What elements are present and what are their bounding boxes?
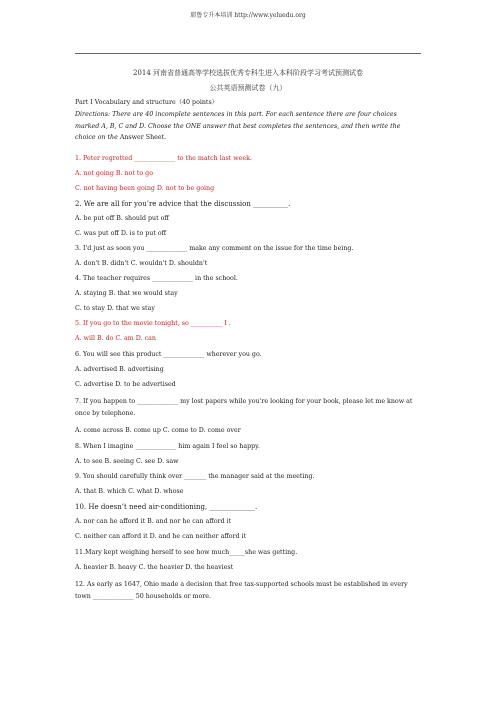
question-text: 1. Peter regretted _____________ to the match last week. [75, 155, 252, 162]
page-header: 耶鲁专升本培训 http://www.yeluedu.org [190, 12, 306, 19]
question-text: 2. We are all for you’re advice that the discussion __________. [75, 200, 291, 208]
answer-options: C. not having been going D. not to be going [75, 185, 215, 192]
question-text: 10. He doesn’t need air-conditioning, _____________. [75, 503, 258, 511]
answer-options: A. advertised B. advertising [75, 366, 164, 373]
directions-text: : There are 40 incomplete sentences in this part. For each sentence there are four choices marked A, B, C and D. Choose the ONE answer that best completes the sentences, and then write the choice on the [75, 111, 401, 142]
part-heading: Part Ⅰ Vocabulary and structure（40 points） [75, 99, 218, 106]
answer-options: C. neither can afford it D. and he can neither afford it [75, 533, 247, 540]
question-text: 3. I'd just as soon you _____________ make any comment on the issue for the time being. [75, 245, 354, 252]
answer-options: A. nor can he afford it B. and nor he can afford it [75, 518, 232, 525]
question-text: 5. If you go to the movie tonight, so __________ I . [75, 320, 231, 327]
answer-options: A. will B. do C. am D. can [75, 335, 156, 342]
directions-tail: Answer Sheet. [119, 134, 167, 142]
answer-options: A. that B. which C. what D. whose [75, 488, 184, 495]
answer-options: A. come across B. come up C. come to D. come over [75, 427, 241, 434]
question-text: 12. As early as 1647, Ohio made a decision that free tax-supported schools must be established in every town _____________ 50 households or more. [75, 581, 408, 600]
answer-options: A. be put off B. should put off [75, 215, 169, 222]
directions-paragraph [75, 109, 421, 144]
exam-title: 2014 河南省普通高等学校选拔优秀专科生进入本科阶段学习考试预测试卷 [132, 69, 364, 77]
answer-options: A. to see B. seeing C. see D. saw [75, 458, 179, 465]
answer-options: C. was put off D. is to put off [75, 230, 167, 237]
question-text: 8. When I imagine _____________ him again I feel so happy. [75, 443, 260, 450]
answer-options: A. heavier B. heavy C. the heavier D. the heaviest [75, 564, 234, 571]
exam-subtitle: 公共英语预测试卷（九） [209, 84, 287, 92]
answer-options: C. to stay D. that we stay [75, 305, 155, 312]
question-text: 11.Mary kept weighing herself to see how much_____she was getting. [75, 549, 298, 556]
directions-label: Directions [75, 111, 108, 118]
header-divider [75, 53, 421, 54]
answer-options: A. staying B. that we would stay [75, 290, 178, 297]
question-text: 7. If you happen to _____________ my lost papers while you're looking for your book, please let me know at once by telephone. [75, 398, 413, 417]
answer-options: A. not going B. not to go [75, 170, 154, 177]
question-text: 9. You should carefully think over _______ the manager said at the meeting. [75, 473, 315, 480]
question-text: 4. The teacher requires _____________ in the school. [75, 275, 238, 282]
question-text: 6. You will see this product _____________ wherever you go. [75, 351, 262, 358]
answer-options: C. advertise D. to be advertised [75, 381, 176, 388]
answer-options: A. don't B. didn't C. wouldn't D. shouldn't [75, 260, 208, 267]
